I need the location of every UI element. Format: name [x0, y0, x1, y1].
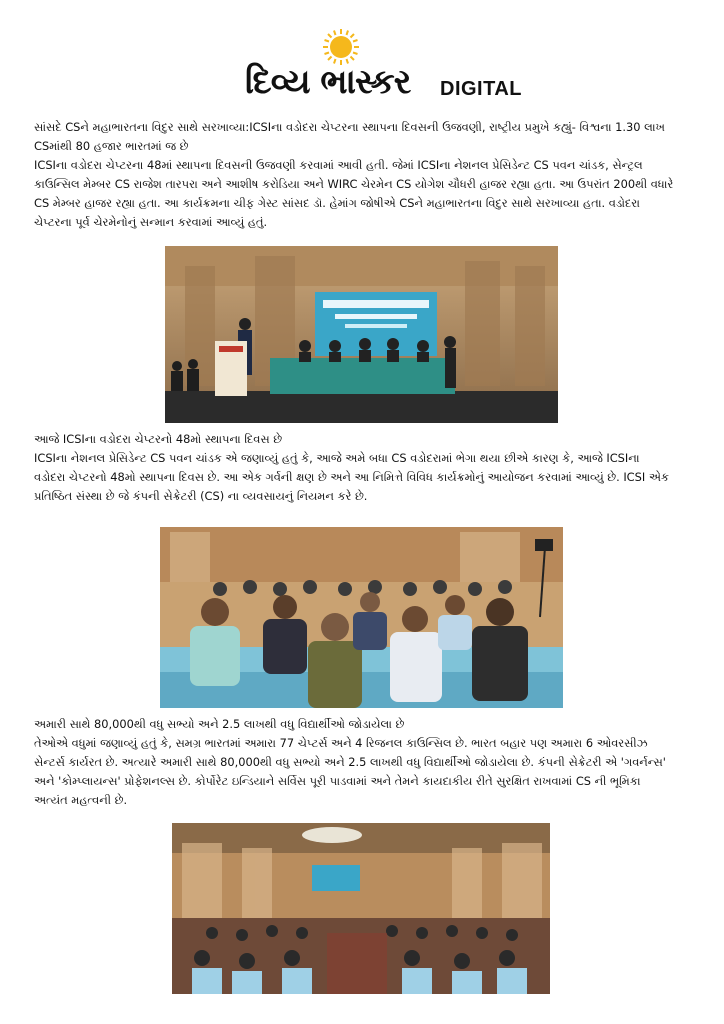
- article-intro: ICSIના વડોદરા ચેપ્ટરના 48માં સ્થાપના દિવસની ઉજવણી કરવામાં આવી હતી. જેમાં ICSIના નેશનલ પ્રેસિડેન્ટ CS પવન ચાંડક, સેન્ટ્રલ કાઉન્સિલ મેમ્બર CS રાજેશ તારપરા અને આશીષ કરોડિયા અને WIRC ચેરમેન CS યોગેશ ચૌધરી હાજર રહ્યા હતા. આ ઉપરાંત 200થી વધારે CS મેમ્બર હાજર રહ્યા હતા. આ કાર્યક્રમના ચીફ ગેસ્ટ સાંસદ ડૉ. હેમાંગ જોષીએ CSને મહાભારતના વિદુર સાથે સરખાવ્યા હતા. વડોદરા ચેપ્ટરના પૂર્વ ચેરમેનોનું સન્માન કરવામાં આવ્યું હતું.: [34, 158, 674, 229]
- section1-heading: આજે ICSIના વડોદરા ચેપ્ટરનો 48મો સ્થાપના દિવસ છે: [34, 432, 283, 446]
- article-headline: સાંસદે CSને મહાભારતના વિદુર સાથે સરખાવ્યા:ICSIના વડોદરા ચેપ્ટરના સ્થાપના દિવસની ઉજવણી, રાષ્ટ્રીય પ્રમુખે કહ્યું- વિશ્વના 1.30 લાખ CSમાંથી 80 હજાર ભારતમાં જ છે: [34, 120, 665, 153]
- sun-logo-icon: [322, 28, 360, 66]
- masthead: [0, 0, 724, 108]
- hall-photo: [172, 823, 550, 994]
- section2-body: તેઓએ વધુમાં જણાવ્યું હતું કે, સમગ્ર ભારતમાં અમારા 77 ચેપ્ટર્સ અને 4 રિજનલ કાઉન્સિલ છે. ભારત બહાર પણ અમારા 6 ઓવરસીઝ સેન્ટર્સ કાર્યરત છે. અત્યારે અમારી સાથે 80,000થી વધુ સભ્યો અને 2.5 લાખથી વધુ વિદ્યાર્થીઓ જોડાયેલા છે. કંપની સેક્રેટરી એ 'ગવર્નન્સ' અને 'કોમ્પ્લાયન્સ' પ્રોફેશનલ્સ છે. કોર્પોરેટ ઇન્ડિયાને સર્વિસ પૂરી પાડવામાં અને તેમને કાયદાકીય રીતે સુરક્ષિત રાખવામાં CS ની ભૂમિકા અત્યંત મહત્વની છે.: [34, 736, 666, 807]
- section1-body: ICSIના નેશનલ પ્રેસિડેન્ટ CS પવન ચાંડક એ જણાવ્યું હતું કે, આજે અમે બધા CS વડોદરામાં ભેગા થયા છીએ કારણ કે, આજે ICSIના વડોદરા ચેપ્ટરનો 48મો સ્થાપના દિવસ છે. આ એક ગર્વની ક્ષણ છે અને આ નિમિત્તે વિવિધ કાર્યક્રમોનું આયોજન કરવામાં આવ્યું છે. ICSI એક પ્રતિષ્ઠિત સંસ્થા છે જે કંપની સેક્રેટરી (CS) ના વ્યવસાયનું નિયમન કરે છે.: [34, 451, 669, 503]
- section2-heading: અમારી સાથે 80,000થી વધુ સભ્યો અને 2.5 લાખથી વધુ વિદ્યાર્થીઓ જોડાયેલા છે: [34, 717, 405, 731]
- brand-logo-text: દિવ્ય ભાસ્કર: [245, 62, 411, 102]
- brand-logo-suffix: DIGITAL: [440, 78, 523, 100]
- audience-photo: [160, 527, 563, 708]
- stage-photo: [165, 246, 558, 423]
